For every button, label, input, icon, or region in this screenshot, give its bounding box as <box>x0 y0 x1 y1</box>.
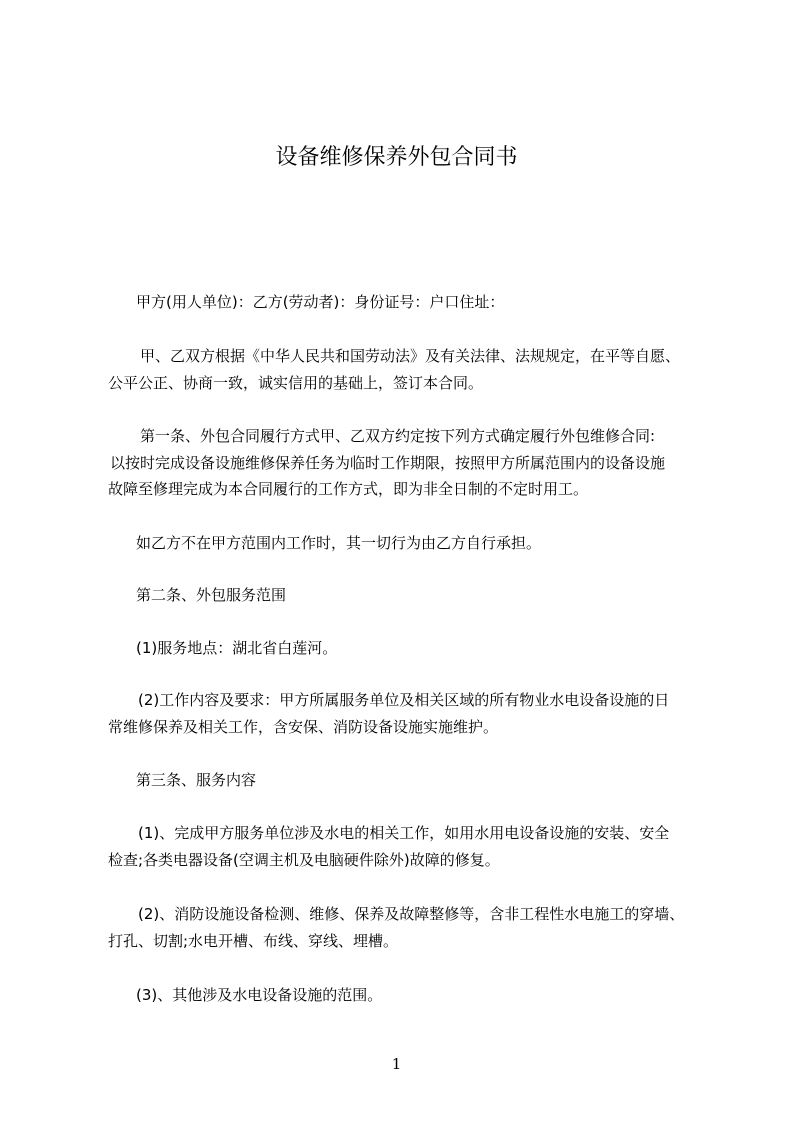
article-1-line-3: 故障至修理完成为本合同履行的工作方式，即为非全日制的不定时用工。 <box>108 480 589 498</box>
article-3-item-2-line-1: (2)、消防设施设备检测、维修、保养及故障整修等，含非工程性水电施工的穿墙、 <box>138 905 685 923</box>
article-3-item-1-line-2: 检查;各类电器设备(空调主机及电脑硬件除外)故障的修复。 <box>108 851 500 869</box>
article-2-item-1: (1)服务地点：湖北省白莲河。 <box>136 639 338 657</box>
article-3-heading: 第三条、服务内容 <box>136 771 257 789</box>
intro-line-2: 公平公正、协商一致，诚实信用的基础上，签订本合同。 <box>108 374 484 392</box>
intro-line-1: 甲、乙双方根据《中华人民共和国劳动法》及有关法律、法规规定，在平等自愿、 <box>140 347 681 365</box>
article-3-item-3: (3)、其他涉及水电设备设施的范围。 <box>136 986 383 1004</box>
article-2-heading: 第二条、外包服务范围 <box>136 586 287 604</box>
article-3-item-1-line-1: (1)、完成甲方服务单位涉及水电的相关工作，如用水用电设备设施的安装、安全 <box>138 824 670 842</box>
parties-line: 甲方(用人单位)：乙方(劳动者)：身份证号：户口住址： <box>136 293 505 311</box>
article-2-item-2-line-2: 常维修保养及相关工作，含安保、消防设备设施实施维护。 <box>108 718 499 736</box>
article-3-item-2-line-2: 打孔、切割;水电开槽、布线、穿线、埋槽。 <box>108 932 399 950</box>
contract-title: 设备维修保养外包合同书 <box>275 145 518 170</box>
article-1-line-2: 以按时完成设备设施维修保养任务为临时工作期限，按照甲方所属范围内的设备设施 <box>110 454 666 472</box>
article-1-note: 如乙方不在甲方范围内工作时，其一切行为由乙方自行承担。 <box>136 534 542 552</box>
article-2-item-2-line-1: (2)工作内容及要求：甲方所属服务单位及相关区域的所有物业水电设备设施的日 <box>138 691 670 709</box>
article-1-line-1: 第一条、外包合同履行方式甲、乙双方约定按下列方式确定履行外包维修合同: <box>140 427 656 445</box>
page-number: 1 <box>391 1055 402 1073</box>
